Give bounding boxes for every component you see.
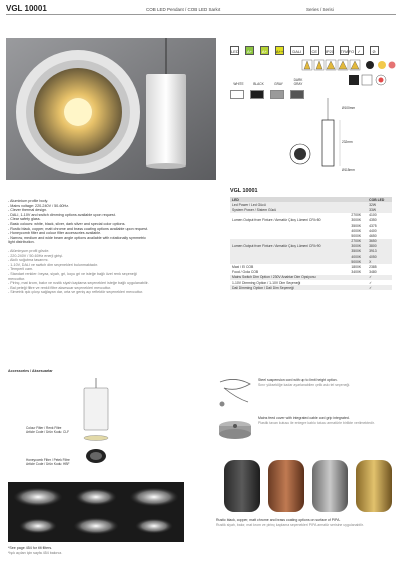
bottom-diameter-label: Ø115mm [342, 168, 355, 172]
table-row: 5000K X [230, 259, 392, 264]
footnote [8, 546, 62, 555]
table-row: Food / Gıda COB 3400K 3480 [232, 270, 377, 275]
table-row: 2700K 3650 [230, 239, 392, 244]
footnote-en: *See page 454 for tilt filters. [8, 546, 53, 550]
features-en [8, 199, 188, 245]
feature-item-tr: - Pirinç, mat krom, bakır ve rustik siyah kaplama seçenekleri isteğe bağlı uygulanabilir. [8, 281, 149, 286]
feature-item: - Rustic black, copper, matt chrome and brass coating options available upon request. [8, 226, 148, 231]
beam-photos [8, 482, 184, 542]
features-list [8, 199, 188, 295]
ip20-badge: IP20 [325, 46, 334, 55]
table-row: 4000K 4400 [351, 228, 377, 233]
table-row: 3500K 4375 [351, 223, 377, 228]
table-row: 5000K 4650 [351, 233, 377, 238]
height-label: 232mm [342, 140, 353, 144]
table-row: Maxi / El COB 1800K 2385 [232, 265, 377, 270]
table-row: 3500K 3913 [230, 249, 392, 254]
suspension-cord-icon [216, 376, 254, 410]
spec-title: VGL 10001 [230, 188, 258, 194]
feature-item-tr: - Bal peteği filtre ve renkli filtre aksesuar seçenekleri mevcuttur. [8, 285, 112, 290]
footnote-tr: *Işık açıları için sayfa 454 bakınız. [8, 550, 63, 555]
certification-badges [230, 40, 398, 58]
energy-a-plus-badge-2: A+ [260, 46, 269, 55]
header-rule [6, 14, 396, 15]
spec-head-cob: COB LED [367, 197, 392, 202]
feature-item: - Mains voltage: 220-240V / 50-60Hz. [8, 203, 70, 208]
swatch-white: WHITE [230, 82, 247, 104]
series-label: Series / Serisi [306, 7, 334, 12]
feature-item-tr: - Simetrik ışık çıkışı sağlayan dar, orta ve geniş açı reflektör seçenekleri mevcuttur. [8, 290, 144, 295]
feature-item-tr: - 220-240V / 50-60Hz enerji girişi. [8, 253, 63, 258]
no-cover-icon: ⊘ [370, 46, 379, 55]
hero-image [6, 38, 216, 180]
accessories-title: Accessories / Aksesuarlar [8, 369, 53, 373]
accessory-note-2: Mains feed cover with integrated cable cord grip integrated. Plastik tavan kutusu ile entegre kablo tutucu armatürle birlikte verilmektedir. [258, 416, 375, 425]
accessory-note-3: Rustic black, copper, matt chrome and brass coating options on surface of PIPA. Rustik siyah, bakır, mat krom ve pirinç kaplama seçenekleri PIPA armatür serisine uygulanabilir. [216, 518, 364, 527]
feature-item: - Clear safety glass. [8, 217, 41, 222]
swatch-gray: GRAY [270, 82, 287, 104]
ce-badge: CE [310, 46, 319, 55]
dali-badge: DALI [290, 46, 304, 55]
beam-angle-icons [300, 58, 396, 70]
feature-item-tr: - Standart renkler: beyaz, siyah, gri, koyu gri ve isteğe bağlı özel renk seçeneği [8, 271, 137, 276]
energy-a-plus-plus-badge: A++ [275, 46, 284, 55]
ceiling-cover-icon [216, 414, 254, 448]
led-badge: LED [230, 46, 239, 55]
beam-photo-strip [8, 482, 184, 542]
spec-table-wrap [230, 197, 392, 290]
spec-head-led: LED [230, 197, 349, 202]
check-icon: ✓ [355, 46, 364, 55]
dimension-drawing [286, 96, 386, 178]
table-row: Lumen Output from Fixture / Armatür Çıkış Lümeni CRI>90 3000K 3800 [230, 244, 392, 249]
info-panel [216, 38, 398, 180]
feature-item: - Basic colours: white, black, silver, dark silver and special color options. [8, 221, 126, 226]
table-row: 2700K 4100 [351, 213, 377, 218]
features-tr [8, 249, 188, 295]
feature-item-tr: - Temperli cam. [8, 267, 34, 272]
suspension-cord-image [216, 376, 254, 410]
feature-item: - Narrow, medium and wide beam angle options available with rotationally symmetric [8, 235, 146, 240]
coating-options [216, 458, 398, 514]
top-diameter-label: Ø100mm [342, 106, 356, 110]
coating-swatches [216, 458, 398, 514]
ceiling-cover-image [216, 414, 254, 448]
feature-item-tr: - Alüminyum profil gövde. [8, 248, 50, 253]
accessories-drawing [14, 378, 124, 468]
feature-item: - Honeycomb filter and colour filter accessories available. [8, 231, 102, 236]
spec-table [230, 197, 392, 290]
product-code: VGL 10001 [6, 4, 47, 13]
accessory-exploded-view [14, 378, 124, 468]
table-row: Lumen Output from Fixture / Armatür Çıkış Lümeni CRI>80 3000K 4350 [232, 218, 377, 223]
table-row: Dali Dimming Option / Dali Dim Seçeneği ✓ [230, 285, 392, 290]
driver-badge: TRAFO [340, 46, 349, 55]
feature-item-tr: - Akıllı soğutma tasarımı. [8, 258, 49, 263]
swatch-black: BLACK [250, 82, 267, 104]
feature-item: - DALI, 1-10V and switch dimming options available upon request. [8, 212, 116, 217]
table-row: Led Power / Led Gücü 32W [230, 202, 392, 207]
feature-item: light distribution. [8, 240, 35, 245]
table-row: Mains Switch Dim Option / 230V Anahtar Dim Opsiyonu ✓ [230, 275, 392, 280]
table-row: 1-10V Dimming Option / 1-10V Dim Seçeneği ✓ [232, 280, 372, 285]
energy-a-plus-badge: A+ [245, 46, 254, 55]
technical-drawing [286, 96, 386, 178]
table-row: System Power / Sistem Gücü 33W [230, 207, 392, 212]
beam-angle-icon [300, 59, 396, 71]
feature-item: - Clever thermal design. [8, 208, 48, 213]
swatch-dark-gray: DARK GRAY [290, 78, 306, 104]
table-row: 4000K 4050 [230, 254, 392, 259]
ratings-icon [348, 74, 392, 88]
product-type: COB LED Pendant / COB LED Sarkıt [146, 7, 221, 12]
accessory-note-1: Steel suspension cord with up to limit height option. Sınır yüksekliğe kadar ayarlanabilen çelik askı tel seçeneği. [258, 378, 351, 387]
feature-item-tr: mevcuttur. [8, 276, 26, 281]
feature-item-tr: - 1-10V, DALI ve switch dim seçenekleri bulunmaktadır. [8, 262, 99, 267]
ratings-icons [348, 74, 392, 88]
product-photo [6, 38, 216, 180]
feature-item: - Aluminium profile body. [8, 199, 49, 203]
accessory-colour-filter-label: Colour Filter / Renk Filtre Article Code / Ürün Kodu: CLF [26, 426, 70, 434]
accessory-honeycomb-label: Honeycomb Filter / Petek Filtre Article Code / Ürün Kodu: HBF [26, 458, 70, 466]
